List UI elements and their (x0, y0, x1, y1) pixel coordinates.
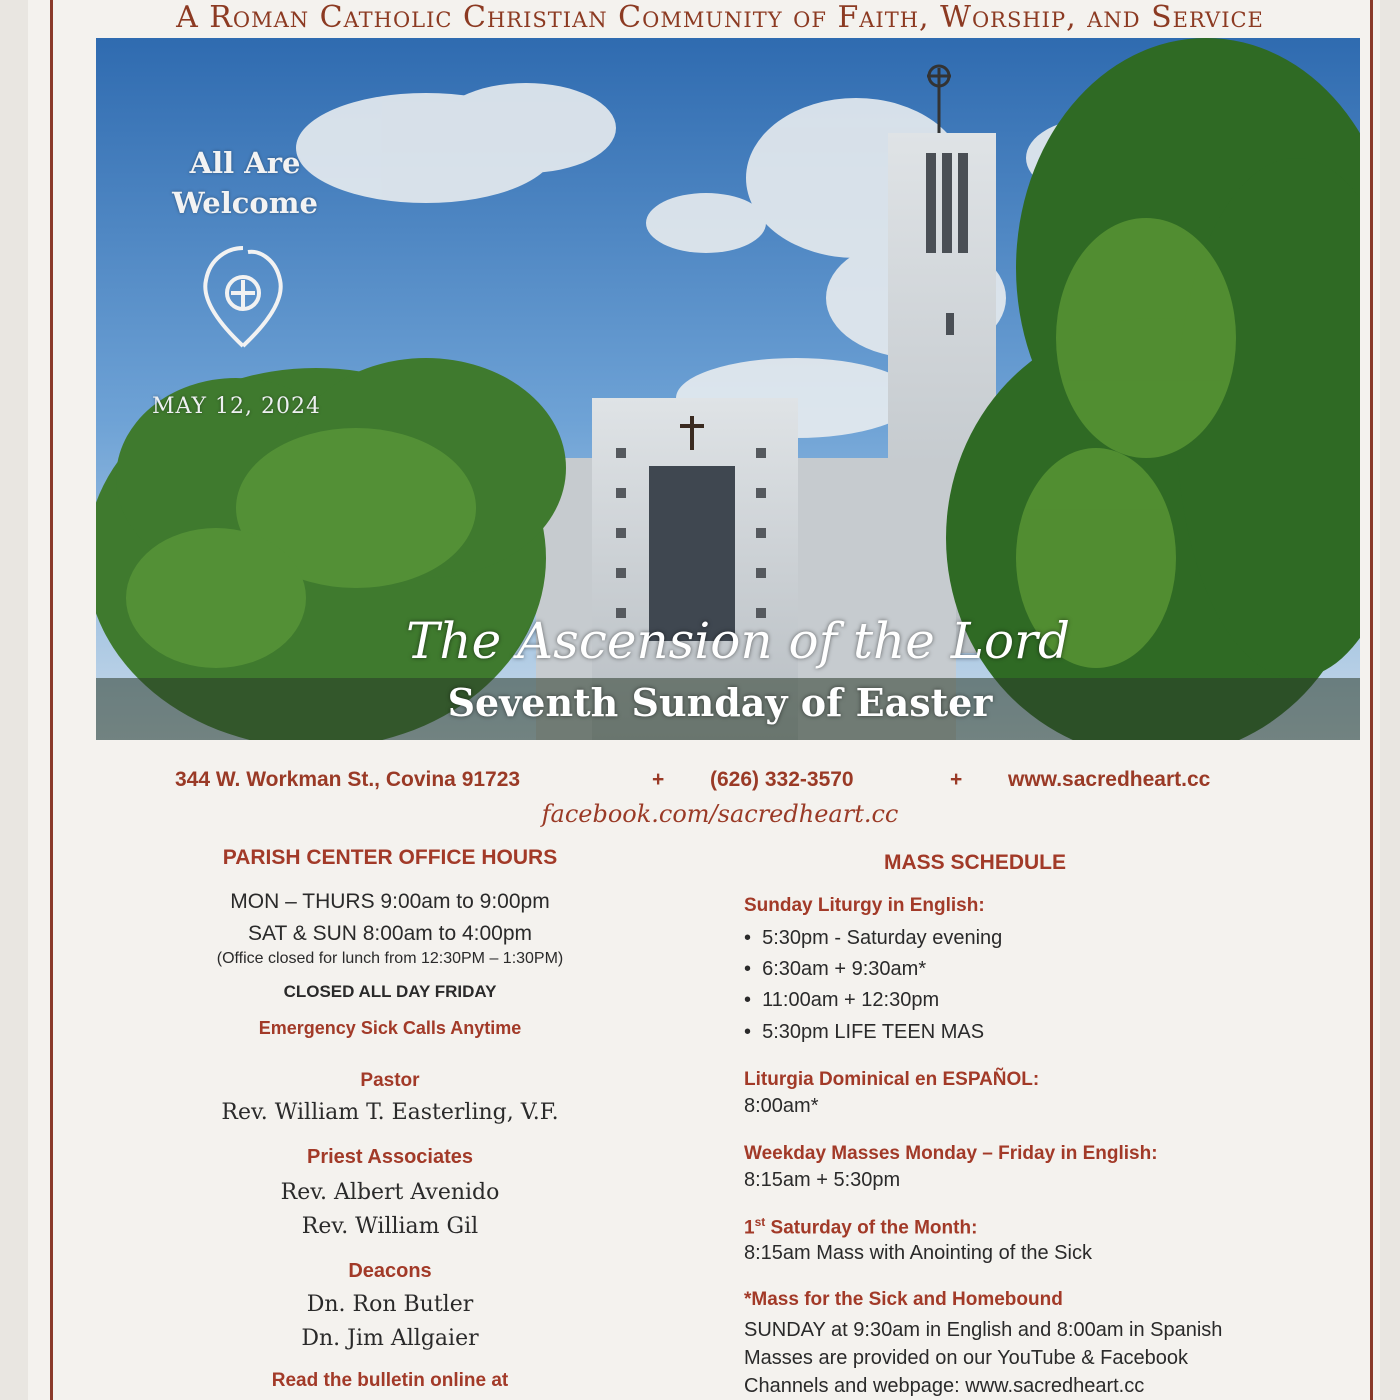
sick-mass-line: SUNDAY at 9:30am in English and 8:00am in Spanish (744, 1319, 1223, 1341)
bulletin-date: MAY 12, 2024 (152, 394, 322, 419)
weekend-hours: SAT & SUN 8:00am to 4:00pm (247, 922, 533, 945)
separator: + (950, 768, 963, 791)
deacon-name: Dn. Jim Allgaier (301, 1326, 479, 1351)
left-border-rule (50, 0, 53, 1400)
associate-name: Rev. William Gil (301, 1214, 479, 1239)
website-link[interactable]: www.sacredheart.cc (1008, 768, 1211, 791)
weekday-times: 8:15am + 5:30pm (744, 1169, 901, 1191)
welcome-text (150, 143, 340, 223)
bulletin-online-note: Read the bulletin online at (271, 1370, 509, 1391)
sunday-time: • 11:00am + 12:30pm (744, 989, 940, 1011)
pastor-heading: Pastor (360, 1070, 420, 1091)
feast-subtitle: Seventh Sunday of Easter (447, 680, 993, 725)
sunday-time: • 5:30pm - Saturday evening (744, 927, 1003, 949)
weekday-heading: Weekday Masses Monday – Friday in English: (744, 1143, 1158, 1164)
lunch-note: (Office closed for lunch from 12:30PM – 1:30PM) (216, 950, 564, 967)
separator: + (652, 768, 665, 791)
facebook-link[interactable]: facebook.com/sacredheart.cc (541, 800, 899, 828)
address: 344 W. Workman St., Covina 91723 (175, 768, 521, 791)
sunday-heading: Sunday Liturgy in English: (744, 895, 985, 916)
associate-name: Rev. Albert Avenido (280, 1180, 500, 1205)
mass-schedule-heading: MASS SCHEDULE (884, 851, 1067, 874)
deacon-name: Dn. Ron Butler (306, 1292, 474, 1317)
office-hours-heading: PARISH CENTER OFFICE HOURS (222, 846, 558, 869)
parish-tagline: A Roman Catholic Christian Community of Faith, Worship, and Service (176, 0, 1264, 35)
phone-number[interactable]: (626) 332-3570 (710, 768, 854, 791)
sunday-time: • 5:30pm LIFE TEEN MAS (744, 1021, 985, 1043)
spanish-heading: Liturgia Dominical en ESPAÑOL: (744, 1069, 1040, 1090)
contact-bar (160, 768, 1320, 798)
welcome-line2: Welcome (172, 186, 318, 220)
first-saturday-heading: 1st Saturday of the Month: (744, 1215, 978, 1239)
first-saturday-text: 8:15am Mass with Anointing of the Sick (744, 1242, 1092, 1264)
weekday-hours: MON – THURS 9:00am to 9:00pm (230, 890, 550, 913)
welcome-line1: All Are (189, 146, 301, 180)
feast-title: The Ascension of the Lord (406, 612, 1070, 670)
sick-mass-heading: *Mass for the Sick and Homebound (744, 1289, 1063, 1310)
sunday-time: • 6:30am + 9:30am* (744, 958, 927, 980)
deacons-heading: Deacons (348, 1260, 432, 1282)
emergency-calls: Emergency Sick Calls Anytime (258, 1018, 522, 1038)
friday-closed: CLOSED ALL DAY FRIDAY (283, 982, 497, 1001)
sick-mass-line: Channels and webpage: www.sacredheart.cc (744, 1375, 1145, 1397)
spanish-time: 8:00am* (744, 1095, 819, 1117)
pastor-name: Rev. William T. Easterling, V.F. (221, 1100, 559, 1125)
heart-cross-icon (198, 238, 288, 353)
right-border-rule (1370, 0, 1373, 1400)
associates-heading: Priest Associates (306, 1146, 473, 1168)
sick-mass-line: Masses are provided on our YouTube & Facebook (744, 1347, 1188, 1369)
